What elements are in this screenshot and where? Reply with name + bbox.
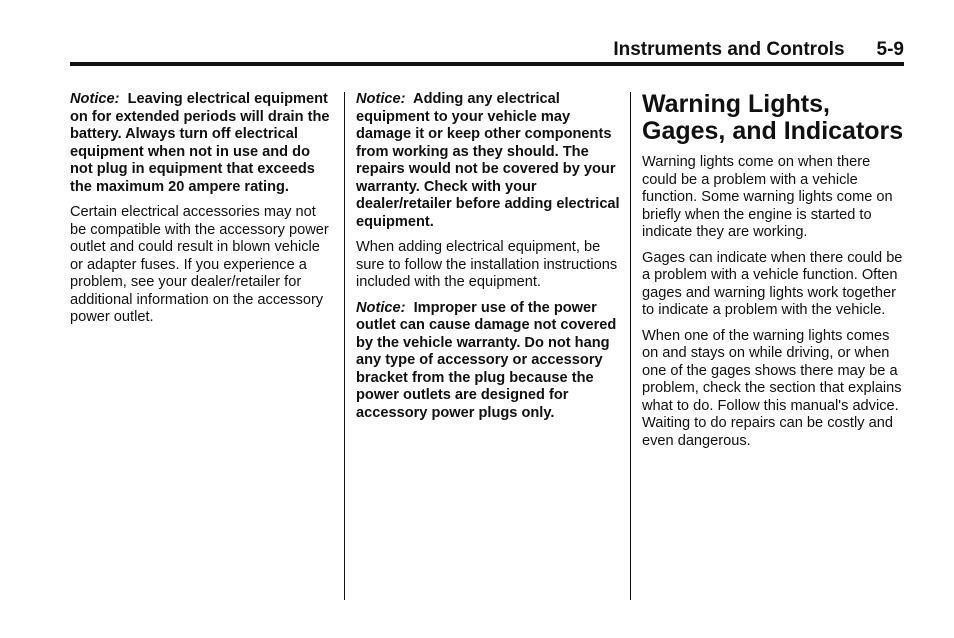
page-number: 5-9 [876, 39, 904, 60]
notice-text: Leaving electrical equipment on for extended periods will drain the battery. Always turn off electrical equipment when not in use and do not plug in equipment that exceeds the maximum 20 ampere rating. [70, 91, 330, 195]
body-paragraph: Gages can indicate when there could be a problem with a vehicle function. Often gages and warning lights work together to indicate a problem with the vehicle. [642, 249, 903, 318]
column-right [642, 91, 904, 458]
notice-text: Improper use of the power outlet can cause damage not covered by the vehicle warranty. Do not hang any type of accessory or accessory bracket from the plug because the power outlets are designed for accessory power plugs only. [356, 299, 617, 421]
column-left [70, 91, 332, 335]
body-paragraph: When one of the warning lights comes on and stays on while driving, or when one of the gages shows there may be a problem, check the section that explains what to do. Follow this manual's advice. Waiting to do repairs can be costly and even dangerous. [642, 327, 902, 449]
column-middle [356, 91, 620, 430]
section-heading: Warning Lights, Gages, and Indicators [642, 90, 904, 145]
column-divider [630, 92, 631, 600]
notice-label: Notice: [70, 91, 120, 107]
notice-label: Notice: [356, 299, 406, 316]
body-paragraph: Certain electrical accessories may not be compatible with the accessory power outlet and could result in blown vehicle or adapter fuses. If you experience a problem, see your dealer/retailer for additional information on the accessory power outlet. [70, 204, 329, 325]
notice-equipment [356, 91, 620, 231]
notice-label: Notice: [356, 91, 406, 107]
header-rule [70, 62, 904, 66]
notice-text: Adding any electrical equipment to your vehicle may damage it or keep other components from working as they should. The repairs would not be covered by your warranty. Check with your dealer/retailer before adding electrical equipment. [356, 91, 620, 230]
page-header [70, 38, 904, 64]
notice-battery [70, 91, 332, 196]
section-title: Instruments and Controls [613, 39, 845, 60]
body-paragraph: Warning lights come on when there could be a problem with a vehicle function. Some warning lights come on briefly when the engine is started to indicate they are working. [642, 154, 893, 240]
column-divider [344, 92, 345, 600]
body-paragraph: When adding electrical equipment, be sure to follow the installation instructions included with the equipment. [356, 239, 618, 290]
notice-power-outlet [356, 300, 620, 423]
